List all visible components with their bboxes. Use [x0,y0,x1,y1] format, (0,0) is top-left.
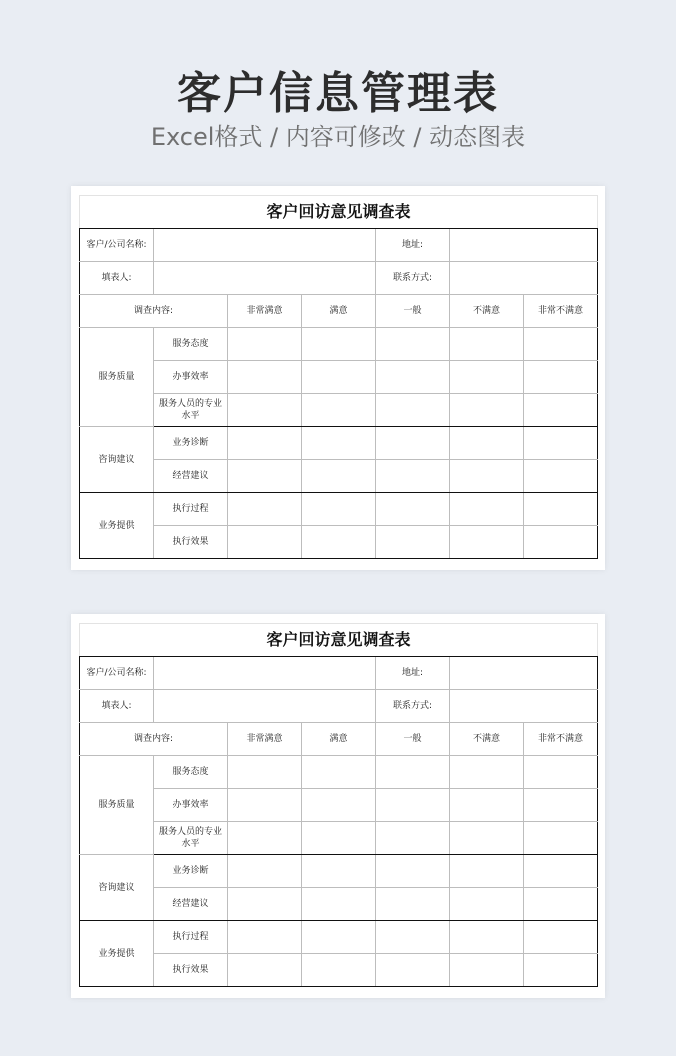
rating-cell[interactable] [376,822,450,855]
rating-cell[interactable] [228,789,302,822]
rating-cell[interactable] [450,822,524,855]
rating-cell[interactable] [228,361,302,394]
survey-table [79,623,598,987]
rating-cell[interactable] [376,789,450,822]
filler-label: 填表人: [80,690,154,723]
item-label: 执行过程 [154,493,228,526]
rating-cell[interactable] [302,921,376,954]
rating-cell[interactable] [302,789,376,822]
rating-cell[interactable] [524,888,598,921]
rating-cell[interactable] [524,493,598,526]
rating-cell[interactable] [524,822,598,855]
address-label: 地址: [376,229,450,262]
filler-cell[interactable] [154,690,376,723]
company-name-label: 客户/公司名称: [80,229,154,262]
contact-cell[interactable] [450,690,598,723]
company-name-label: 客户/公司名称: [80,657,154,690]
rating-header: 满意 [302,295,376,328]
rating-cell[interactable] [450,394,524,427]
page-title: 客户信息管理表 [177,68,499,119]
rating-cell[interactable] [450,756,524,789]
item-label: 经营建议 [154,460,228,493]
rating-cell[interactable] [228,954,302,987]
item-label: 执行效果 [154,526,228,559]
rating-cell[interactable] [302,756,376,789]
rating-cell[interactable] [524,921,598,954]
rating-cell[interactable] [302,855,376,888]
rating-cell[interactable] [302,888,376,921]
rating-cell[interactable] [524,460,598,493]
rating-cell[interactable] [450,526,524,559]
item-label: 业务诊断 [154,427,228,460]
survey-title: 客户回访意见调查表 [80,196,598,229]
rating-cell[interactable] [524,394,598,427]
contact-cell[interactable] [450,262,598,295]
rating-cell[interactable] [524,361,598,394]
item-label: 执行过程 [154,921,228,954]
rating-cell[interactable] [302,394,376,427]
rating-cell[interactable] [376,888,450,921]
rating-cell[interactable] [302,361,376,394]
group-label: 服务质量 [80,756,154,855]
rating-cell[interactable] [376,493,450,526]
item-label: 服务态度 [154,756,228,789]
rating-cell[interactable] [228,427,302,460]
item-label: 业务诊断 [154,855,228,888]
rating-cell[interactable] [376,756,450,789]
survey-content-label: 调查内容: [80,295,228,328]
survey-sheet-preview-1 [71,186,605,570]
rating-header: 不满意 [450,295,524,328]
item-label: 经营建议 [154,888,228,921]
rating-cell[interactable] [376,427,450,460]
rating-cell[interactable] [524,427,598,460]
group-label: 咨询建议 [80,855,154,921]
address-label: 地址: [376,657,450,690]
rating-header: 满意 [302,723,376,756]
rating-cell[interactable] [524,756,598,789]
rating-cell[interactable] [524,954,598,987]
rating-header: 一般 [376,723,450,756]
item-label: 服务人员的专业水平 [154,822,228,855]
rating-cell[interactable] [302,954,376,987]
rating-header: 一般 [376,295,450,328]
rating-cell[interactable] [376,526,450,559]
rating-cell[interactable] [228,822,302,855]
rating-header: 非常不满意 [524,723,598,756]
rating-cell[interactable] [450,855,524,888]
group-label: 咨询建议 [80,427,154,493]
contact-label: 联系方式: [376,690,450,723]
rating-cell[interactable] [302,328,376,361]
page-subtitle: Excel格式 / 内容可修改 / 动态图表 [150,123,526,151]
survey-table [79,195,598,559]
survey-title: 客户回访意见调查表 [80,624,598,657]
rating-cell[interactable] [450,888,524,921]
survey-content-label: 调查内容: [80,723,228,756]
rating-cell[interactable] [228,394,302,427]
rating-cell[interactable] [524,855,598,888]
rating-cell[interactable] [228,460,302,493]
item-label: 办事效率 [154,361,228,394]
company-name-cell[interactable] [154,657,376,690]
rating-cell[interactable] [228,888,302,921]
rating-cell[interactable] [228,855,302,888]
rating-cell[interactable] [524,328,598,361]
address-cell[interactable] [450,657,598,690]
rating-cell[interactable] [450,328,524,361]
rating-header: 非常满意 [228,295,302,328]
group-label: 业务提供 [80,493,154,559]
item-label: 服务态度 [154,328,228,361]
group-label: 服务质量 [80,328,154,427]
rating-cell[interactable] [302,526,376,559]
filler-cell[interactable] [154,262,376,295]
rating-header: 非常不满意 [524,295,598,328]
rating-cell[interactable] [450,493,524,526]
rating-cell[interactable] [228,526,302,559]
rating-cell[interactable] [524,789,598,822]
filler-label: 填表人: [80,262,154,295]
rating-cell[interactable] [450,789,524,822]
rating-cell[interactable] [302,822,376,855]
rating-cell[interactable] [228,493,302,526]
rating-cell[interactable] [376,394,450,427]
rating-cell[interactable] [376,954,450,987]
company-name-cell[interactable] [154,229,376,262]
item-label: 执行效果 [154,954,228,987]
item-label: 服务人员的专业水平 [154,394,228,427]
rating-cell[interactable] [376,328,450,361]
rating-cell[interactable] [524,526,598,559]
item-label: 办事效率 [154,789,228,822]
rating-cell[interactable] [376,361,450,394]
rating-header: 不满意 [450,723,524,756]
survey-sheet-preview-2 [71,614,605,998]
rating-cell[interactable] [450,460,524,493]
rating-cell[interactable] [302,460,376,493]
rating-cell[interactable] [376,855,450,888]
rating-cell[interactable] [376,460,450,493]
rating-cell[interactable] [450,954,524,987]
group-label: 业务提供 [80,921,154,987]
contact-label: 联系方式: [376,262,450,295]
rating-cell[interactable] [228,756,302,789]
rating-cell[interactable] [302,427,376,460]
address-cell[interactable] [450,229,598,262]
rating-cell[interactable] [450,427,524,460]
rating-header: 非常满意 [228,723,302,756]
rating-cell[interactable] [228,328,302,361]
rating-cell[interactable] [302,493,376,526]
rating-cell[interactable] [228,921,302,954]
rating-cell[interactable] [450,361,524,394]
rating-cell[interactable] [450,921,524,954]
rating-cell[interactable] [376,921,450,954]
